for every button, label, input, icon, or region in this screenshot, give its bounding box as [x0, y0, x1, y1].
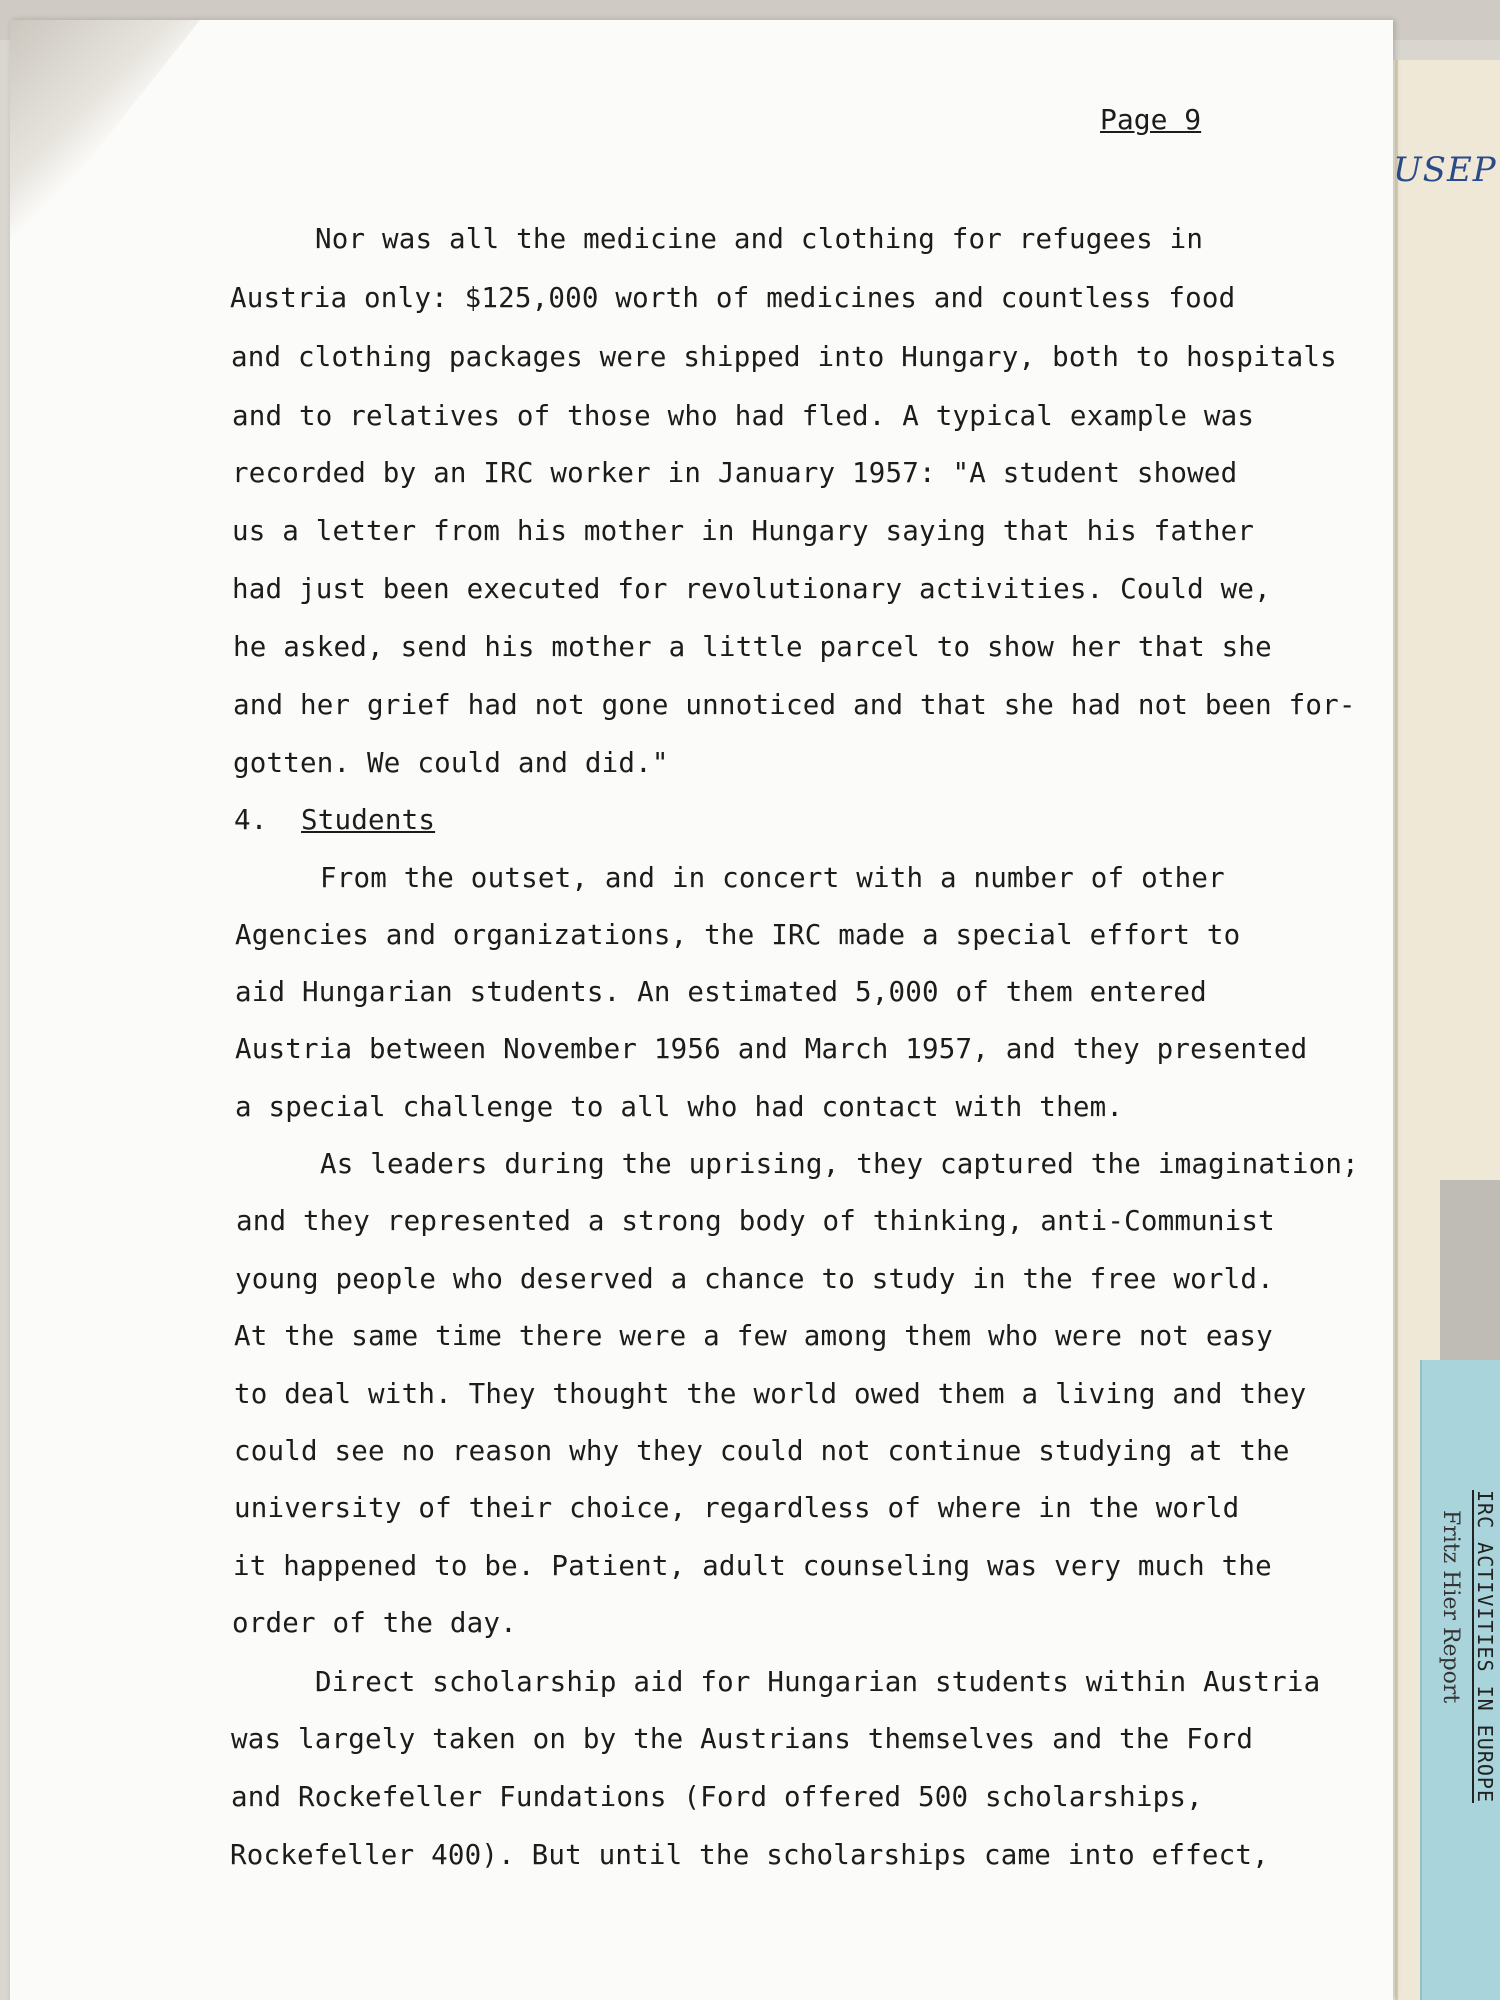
text-line: Direct scholarship aid for Hungarian students within Austria	[315, 1666, 1321, 1698]
page-number: Page 9	[1100, 103, 1202, 136]
text-line: and Rockefeller Fundations (Ford offered 500 scholarships,	[231, 1781, 1203, 1813]
text-line: had just been executed for revolutionary activities. Could we,	[232, 573, 1271, 605]
folder-tab-label: Fritz Hier Report	[1438, 1510, 1463, 1704]
text-line: and they represented a strong body of thinking, anti-Communist	[236, 1205, 1275, 1237]
typed-page	[10, 20, 1393, 2000]
section-number: 4.	[234, 804, 268, 836]
section-heading	[234, 804, 435, 836]
folder-edge	[1395, 60, 1398, 2000]
text-line: and clothing packages were shipped into Hungary, both to hospitals	[231, 341, 1337, 373]
section-title: Students	[301, 804, 436, 836]
text-line: Agencies and organizations, the IRC made a special effort to	[235, 919, 1241, 951]
text-line: was largely taken on by the Austrians themselves and the Ford	[231, 1723, 1254, 1755]
text-line: At the same time there were a few among them who were not easy	[234, 1320, 1273, 1352]
text-line: gotten. We could and did."	[233, 747, 669, 779]
text-line: order of the day.	[232, 1607, 517, 1639]
folder-tab-title: IRC ACTIVITIES IN EUROPE	[1473, 1490, 1497, 1803]
text-line: Rockefeller 400). But until the scholarships came into effect,	[230, 1839, 1269, 1871]
text-line: could see no reason why they could not continue studying at the	[234, 1435, 1290, 1467]
text-line: Nor was all the medicine and clothing for refugees in	[315, 223, 1204, 255]
text-line: it happened to be. Patient, adult counseling was very much the	[233, 1550, 1272, 1582]
text-line: and to relatives of those who had fled. A typical example was	[232, 400, 1255, 432]
text-line: a special challenge to all who had contact with them.	[235, 1091, 1124, 1123]
text-line: to deal with. They thought the world owed them a living and they	[234, 1378, 1307, 1410]
text-line: Austria only: $125,000 worth of medicines and countless food	[230, 282, 1236, 314]
text-line: he asked, send his mother a little parcel to show her that she	[233, 631, 1272, 663]
text-line: and her grief had not gone unnoticed and that she had not been for-	[233, 689, 1356, 721]
text-line: recorded by an IRC worker in January 1957: "A student showed	[232, 457, 1238, 489]
text-line: university of their choice, regardless of where in the world	[234, 1492, 1240, 1524]
text-line: aid Hungarian students. An estimated 5,000 of them entered	[235, 976, 1207, 1008]
text-line: Austria between November 1956 and March 1957, and they presented	[235, 1033, 1308, 1065]
folder-divider	[1440, 1180, 1500, 1360]
page-curl	[10, 20, 200, 260]
text-line: From the outset, and in concert with a number of other	[320, 862, 1225, 894]
text-line: young people who deserved a chance to study in the free world.	[235, 1263, 1274, 1295]
margin-handwritten-note: USEP	[1393, 150, 1497, 190]
text-line: As leaders during the uprising, they captured the imagination;	[320, 1148, 1359, 1180]
text-line: us a letter from his mother in Hungary saying that his father	[232, 515, 1255, 547]
